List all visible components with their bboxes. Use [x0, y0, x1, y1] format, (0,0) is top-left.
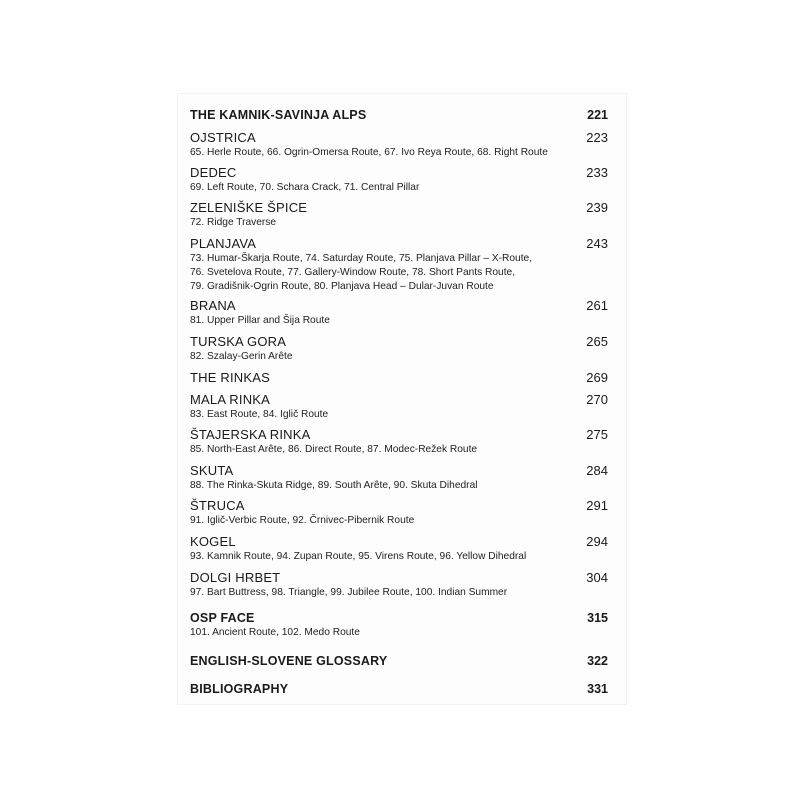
toc-entry-row — [190, 427, 608, 442]
toc-entry-page-number: 239 — [586, 200, 608, 215]
route-line: 83. East Route, 84. Iglič Route — [190, 409, 329, 420]
toc-entry-page-number: 233 — [586, 165, 608, 180]
route-line: 79. Gradišnik-Ogrin Route, 80. Planjava Head – Dular-Juvan Route — [190, 281, 494, 292]
toc-entry — [190, 498, 608, 528]
toc-entry — [190, 334, 608, 364]
toc-entry-title: BIBLIOGRAPHY — [190, 682, 289, 696]
route-line: 72. Ridge Traverse — [190, 217, 277, 228]
route-line: 85. North-East Arête, 86. Direct Route, 87. Modec-Režek Route — [190, 444, 478, 455]
toc-entry-page-number: 275 — [586, 427, 608, 442]
toc-entry-page-number: 304 — [586, 570, 608, 585]
toc-entry — [190, 611, 608, 640]
toc-entry-routes — [190, 350, 608, 364]
toc-entry-row — [190, 392, 608, 407]
toc-entry — [190, 298, 608, 328]
toc-entry-title: THE KAMNIK-SAVINJA ALPS — [190, 108, 367, 122]
route-line: 97. Bart Buttress, 98. Triangle, 99. Jubilee Route, 100. Indian Summer — [190, 587, 508, 598]
toc-entry — [190, 108, 608, 122]
toc-entry-routes — [190, 408, 608, 422]
toc-entry — [190, 427, 608, 457]
toc-entry-title: ŠTAJERSKA RINKA — [190, 427, 311, 442]
toc-entry — [190, 236, 608, 294]
toc-entry — [190, 570, 608, 600]
route-line: 81. Upper Pillar and Šija Route — [190, 315, 330, 326]
toc-entry-routes — [190, 443, 608, 457]
toc-entry — [190, 654, 608, 668]
route-line: 65. Herle Route, 66. Ogrin-Omersa Route, 67. Ivo Reya Route, 68. Right Route — [190, 147, 548, 158]
toc-entry-routes — [190, 550, 608, 564]
toc-entry-title: ZELENIŠKE ŠPICE — [190, 200, 308, 215]
route-line: 91. Iglič-Verbic Route, 92. Črnivec-Pibernik Route — [190, 515, 415, 526]
toc-entry-page-number: 315 — [587, 611, 608, 625]
toc-entry-page-number: 221 — [587, 108, 608, 122]
toc-entry-title: SKUTA — [190, 463, 234, 478]
route-line: 73. Humar-Škarja Route, 74. Saturday Route, 75. Planjava Pillar – X-Route, — [190, 253, 533, 264]
toc-entry-page-number: 223 — [586, 130, 608, 145]
toc-entry-row — [190, 236, 608, 251]
toc-entry-page-number: 265 — [586, 334, 608, 349]
toc-entry — [190, 682, 608, 696]
toc-entry — [190, 370, 608, 385]
toc-entry-page-number: 243 — [586, 236, 608, 251]
toc-entry-routes — [190, 314, 608, 328]
toc-entry-routes — [190, 479, 608, 493]
toc-entry-routes — [190, 146, 608, 160]
toc-entry-row — [190, 130, 608, 145]
toc-entry-page-number: 322 — [587, 654, 608, 668]
toc-entry-row — [190, 370, 608, 385]
toc-entry-routes — [190, 181, 608, 195]
toc-entry-title: OJSTRICA — [190, 130, 256, 145]
toc-entry-row — [190, 570, 608, 585]
toc-entry-row — [190, 498, 608, 513]
toc-entry-title: TURSKA GORA — [190, 334, 287, 349]
toc-entry-page-number: 294 — [586, 534, 608, 549]
toc-entry-title: MALA RINKA — [190, 392, 271, 407]
toc-entry-row — [190, 611, 608, 625]
route-line: 88. The Rinka-Skuta Ridge, 89. South Arête, 90. Skuta Dihedral — [190, 480, 478, 491]
toc-entry — [190, 130, 608, 160]
toc-entry-title: DOLGI HRBET — [190, 570, 281, 585]
toc-entry-page-number: 331 — [587, 682, 608, 696]
toc-entry-page-number: 284 — [586, 463, 608, 478]
toc-entry-title: BRANA — [190, 298, 236, 313]
toc-entry-routes — [190, 514, 608, 528]
route-line: 76. Svetelova Route, 77. Gallery-Window Route, 78. Short Pants Route, — [190, 267, 516, 278]
toc-entry-page-number: 269 — [586, 370, 608, 385]
toc-entry-title: ŠTRUCA — [190, 498, 245, 513]
toc-entry-title: KOGEL — [190, 534, 236, 549]
toc-entry-row — [190, 654, 608, 668]
toc-entry-row — [190, 463, 608, 478]
toc-entry-title: ENGLISH-SLOVENE GLOSSARY — [190, 654, 388, 668]
toc-entry-row — [190, 682, 608, 696]
route-line: 101. Ancient Route, 102. Medo Route — [190, 627, 360, 638]
toc-entry — [190, 392, 608, 422]
route-line: 82. Szalay-Gerin Arête — [190, 351, 293, 362]
toc-entry — [190, 534, 608, 564]
toc-entry-title: PLANJAVA — [190, 236, 257, 251]
toc-entry — [190, 165, 608, 195]
toc-entry-routes — [190, 252, 608, 294]
toc-entry-routes — [190, 626, 608, 640]
toc-entry-title: THE RINKAS — [190, 370, 271, 385]
toc-entry — [190, 200, 608, 230]
toc-entry — [190, 463, 608, 493]
toc-entry-row — [190, 165, 608, 180]
toc-entry-title: OSP FACE — [190, 611, 255, 625]
toc-entry-row — [190, 334, 608, 349]
toc-entry-page-number: 270 — [586, 392, 608, 407]
toc-entry-title: DEDEC — [190, 165, 237, 180]
toc-entry-row — [190, 534, 608, 549]
toc-entry-routes — [190, 216, 608, 230]
toc-entry-row — [190, 200, 608, 215]
route-line: 93. Kamnik Route, 94. Zupan Route, 95. Virens Route, 96. Yellow Dihedral — [190, 551, 527, 562]
toc-entry-page-number: 261 — [586, 298, 608, 313]
route-line: 69. Left Route, 70. Schara Crack, 71. Central Pillar — [190, 182, 420, 193]
toc-entry-row — [190, 108, 608, 122]
toc-entry-routes — [190, 586, 608, 600]
toc-entry-page-number: 291 — [586, 498, 608, 513]
toc-entry-row — [190, 298, 608, 313]
